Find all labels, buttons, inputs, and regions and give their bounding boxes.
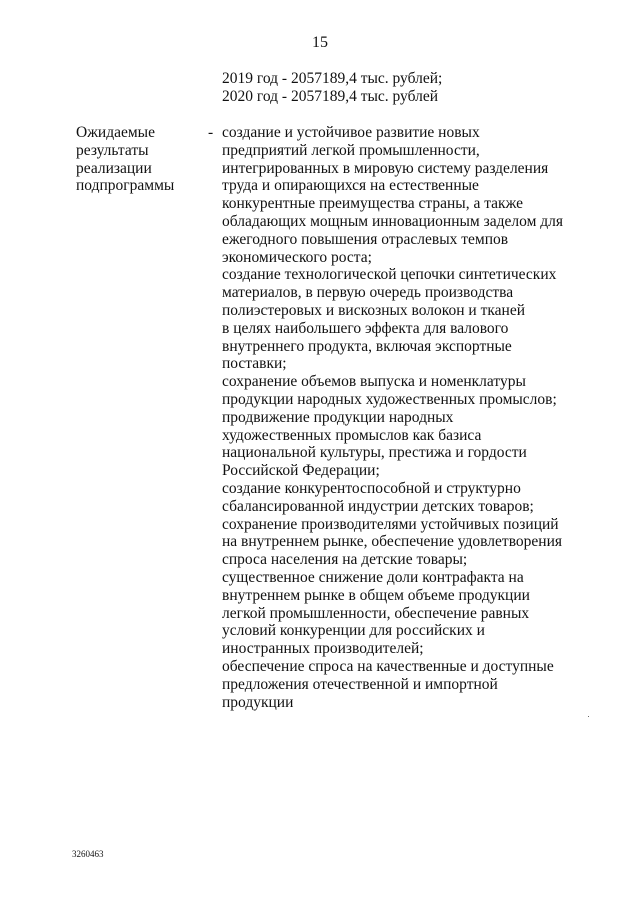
result-line: продукции народных художественных промыслов;: [222, 390, 557, 408]
section-label-line: результаты: [76, 141, 149, 159]
scan-speck: [588, 716, 589, 717]
result-line: внутреннем рынке в общем объеме продукции: [222, 586, 530, 604]
result-line: полиэстеровых и вискозных волокон и тканей: [222, 301, 526, 319]
result-line: ежегодного повышения отраслевых темпов: [222, 230, 509, 248]
result-line: обеспечение спроса на качественные и доступные: [222, 657, 554, 675]
document-code: 3260463: [72, 849, 104, 859]
result-line: труда и опирающихся на естественные: [222, 177, 479, 195]
result-line: продвижение продукции народных: [222, 408, 454, 426]
page-number: 15: [312, 34, 328, 51]
result-line: Российской Федерации;: [222, 462, 380, 480]
result-line: материалов, в первую очередь производства: [222, 284, 514, 302]
result-line: сохранение производителями устойчивых позиций: [222, 515, 559, 533]
result-line: интегрированных в мировую систему разделения: [222, 159, 549, 177]
result-line: создание и устойчивое развитие новых: [222, 124, 480, 141]
result-line: на внутреннем рынке, обеспечение удовлетворения: [222, 533, 563, 551]
result-line: внутреннего продукта, включая экспортные: [222, 337, 512, 355]
result-line: спроса населения на детские товары;: [222, 551, 468, 569]
result-line: сбалансированной индустрии детских товаров;: [222, 497, 534, 515]
result-line: конкурентные преимущества страны, а также: [222, 195, 523, 213]
result-line: создание конкурентоспособной и структурно: [222, 479, 521, 497]
result-line: национальной культуры, престижа и гордости: [222, 444, 527, 462]
result-line: легкой промышленности, обеспечение равных: [222, 604, 530, 622]
section-label-line: реализации: [76, 159, 152, 177]
result-line: существенное снижение доли контрафакта на: [222, 568, 524, 586]
result-line: создание технологической цепочки синтетических: [222, 266, 557, 284]
section-label-line: подпрограммы: [76, 177, 175, 195]
result-line: в целях наибольшего эффекта для валового: [222, 319, 509, 337]
section-label: [76, 124, 206, 195]
result-line: иностранных производителей;: [222, 640, 424, 658]
result-line: продукции: [222, 693, 294, 711]
section-dash: -: [208, 124, 214, 141]
section-label-line: Ожидаемые: [76, 124, 155, 141]
result-line: сохранение объемов выпуска и номенклатуры: [222, 373, 526, 391]
result-line: обладающих мощным инновационным заделом для: [222, 212, 563, 230]
expected-results-text: [222, 124, 562, 711]
result-line: условий конкуренции для российских и: [222, 622, 485, 640]
result-line: предприятий легкой промышленности,: [222, 141, 480, 159]
budget-line-2019: 2019 год - 2057189,4 тыс. рублей;: [222, 70, 443, 87]
result-line: художественных промыслов как базиса: [222, 426, 482, 444]
result-line: поставки;: [222, 355, 287, 373]
result-line: предложения отечественной и импортной: [222, 675, 498, 693]
result-line: экономического роста;: [222, 248, 372, 266]
budget-lines: [222, 70, 442, 106]
budget-line-2020: 2020 год - 2057189,4 тыс. рублей: [222, 88, 439, 106]
